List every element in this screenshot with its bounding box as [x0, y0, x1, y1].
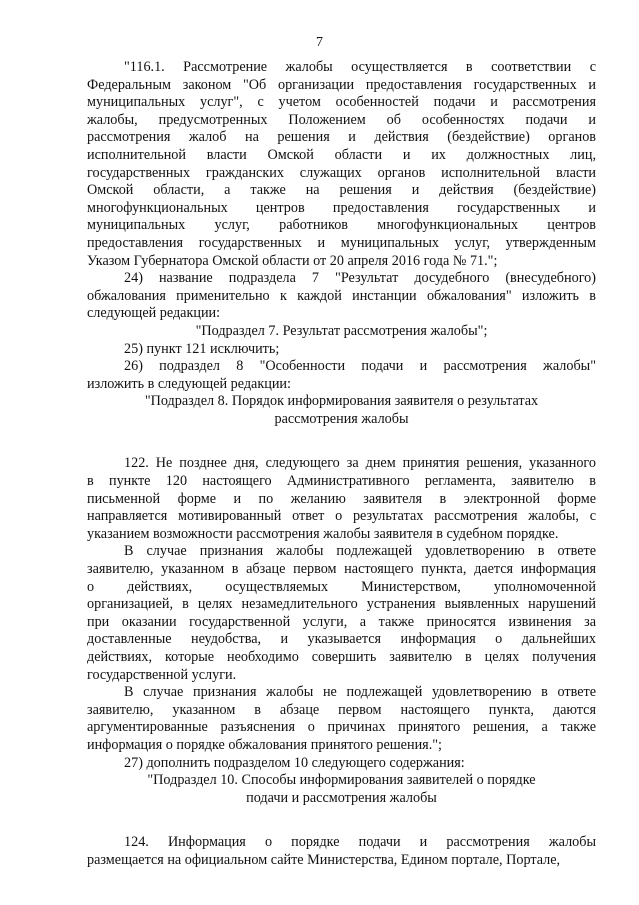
text-line: рассмотрения жалоб на решения и действия (бездействие) органов [87, 129, 596, 146]
text-line: В случае признания жалобы не подлежащей удовлетворению в ответе [124, 684, 596, 701]
text-line: размещается на официальном сайте Министерства, Едином портале, Портале, [87, 851, 561, 868]
text-line: 26) подраздел 8 "Особенности подачи и рассмотрения жалобы" [124, 358, 596, 375]
text-line: Федеральным законом "Об организации предоставления государственных и [87, 76, 596, 93]
text-line: 122. Не позднее дня, следующего за днем принятия решения, указанного [124, 455, 596, 472]
text-line: 124. Информация о порядке подачи и рассмотрения жалобы [124, 834, 596, 851]
subsection-title-7: "Подраздел 7. Результат рассмотрения жалобы"; [195, 322, 488, 339]
item-25: 25) пункт 121 исключить; [124, 340, 280, 357]
paragraph-122-rejected [87, 684, 596, 754]
text-line: аргументированные разъяснения о причинах принятого решения, а также [87, 719, 596, 736]
document-body [87, 59, 596, 870]
text-line: жалобы, предусмотренных Положением об особенностях подачи и [87, 111, 596, 128]
text-line: государственных гражданских служащих органов исполнительной власти [87, 164, 596, 181]
text-line: заявителю, указанном в абзаце первом настоящего пункта, даются [87, 701, 596, 718]
text-line: исполнительной власти Омской области и их должностных лиц, [87, 146, 596, 163]
page-number: 7 [316, 35, 323, 50]
text-line: действиях, которые необходимо совершить заявителю в целях получения [87, 649, 596, 665]
text-line: о действиях, осуществляемых Министерством, уполномоченной [87, 578, 596, 595]
text-line: организацией, в целях незамедлительного устранения выявленных нарушений [87, 596, 596, 613]
paragraph-122 [87, 455, 596, 543]
subsection-title-10-cont: подачи и рассмотрения жалобы [246, 789, 437, 806]
text-line: при оказании государственной услуги, а также приносятся извинения за [87, 613, 596, 630]
text-line: следующей редакции: [87, 305, 221, 322]
text-line: Омской области, а также на решения и действия (бездействие) [87, 182, 596, 199]
text-line: предоставления государственных и муниципальных услуг, утвержденным [87, 234, 596, 251]
text-line: в пункте 120 настоящего Административного регламента, заявителю в [87, 473, 596, 490]
text-line: муниципальных услуг", с учетом особенностей подачи и рассмотрения [87, 94, 596, 111]
text-line: обжалования применительно к каждой инстанции обжалования" изложить в [87, 287, 596, 304]
blank-gap [87, 428, 596, 455]
text-line: многофункциональных центров предоставления государственных и [87, 199, 596, 216]
text-line: направляется мотивированный ответ о результатах рассмотрения жалобы, с [87, 508, 596, 525]
subsection-title-8: "Подраздел 8. Порядок информирования заявителя о результатах [144, 393, 539, 410]
paragraph-122-satisfied [87, 543, 596, 684]
item-24 [87, 270, 596, 340]
text-line: заявителю, указанном в абзаце первом настоящего пункта, дается информация [87, 561, 596, 578]
text-line: государственной услуги. [87, 666, 237, 683]
text-line: указанием возможности рассмотрения жалобы заявителя в судебном порядке. [87, 525, 559, 542]
text-line: 27) дополнить подразделом 10 следующего содержания: [124, 754, 465, 771]
subsection-title-10: "Подраздел 10. Способы информирования заявителей о порядке [147, 772, 536, 789]
text-line: "116.1. Рассмотрение жалобы осуществляется в соответствии с [124, 59, 596, 75]
text-line: Указом Губернатора Омской области от 20 апреля 2016 года № 71."; [87, 252, 498, 269]
paragraph-124 [87, 834, 596, 869]
item-27 [87, 755, 596, 808]
blank-gap [87, 807, 596, 834]
text-line: изложить в следующей редакции: [87, 375, 291, 392]
text-line: В случае признания жалобы подлежащей удовлетворению в ответе [124, 543, 596, 560]
text-line: 24) название подраздела 7 "Результат досудебного (внесудебного) [124, 270, 596, 287]
text-line: письменной форме и по желанию заявителя в электронной форме [87, 490, 596, 507]
paragraph-116-1 [87, 59, 596, 270]
text-line: информация о порядке обжалования принятого решения."; [87, 736, 442, 753]
item-26 [87, 358, 596, 428]
subsection-title-8-cont: рассмотрения жалобы [274, 410, 409, 427]
text-line: доставленные неудобства, и указывается информация о дальнейших [87, 631, 596, 648]
text-line: муниципальных услуг, работников многофункциональных центров [87, 217, 596, 234]
